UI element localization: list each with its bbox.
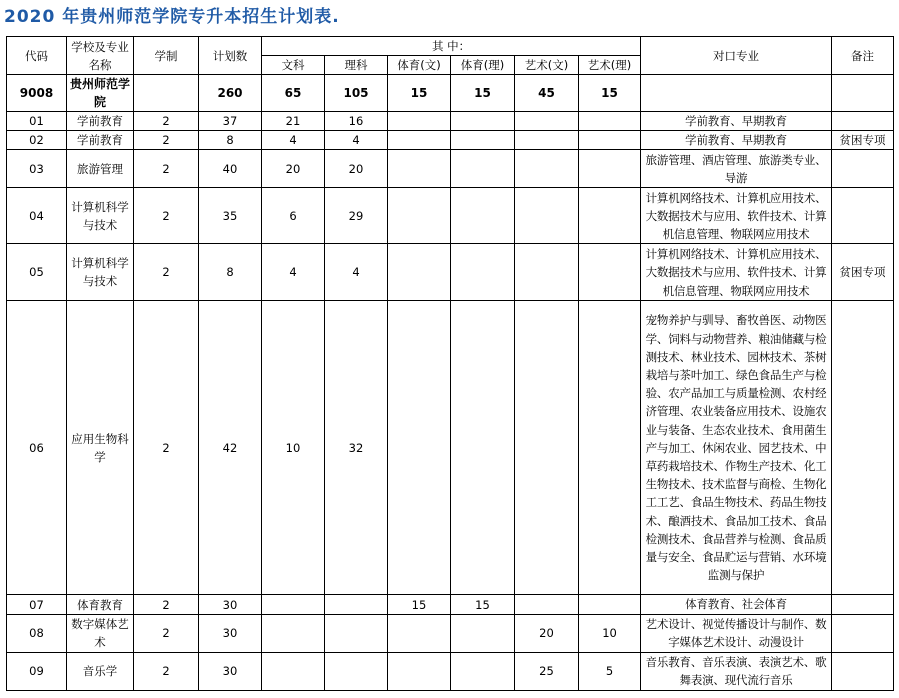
cell-wenke [262, 614, 325, 652]
cell-plan: 35 [199, 188, 262, 244]
cell-note [832, 614, 894, 652]
cell-note [832, 301, 894, 595]
cell-ty-wen [388, 131, 451, 150]
cell-wenke: 4 [262, 131, 325, 150]
header-including: 其 中： [262, 37, 641, 56]
cell-ty-li: 15 [451, 595, 515, 614]
cell-ys-li [579, 301, 641, 595]
cell-years: 2 [134, 244, 199, 301]
cell-wenke: 21 [262, 112, 325, 131]
header-like: 理科 [325, 56, 388, 75]
cell-ys-wen [515, 188, 579, 244]
table-row [7, 301, 894, 595]
cell-ys-li: 5 [579, 652, 641, 690]
cell-ys-wen [515, 112, 579, 131]
cell-note [832, 188, 894, 244]
header-code: 代码 [7, 37, 67, 75]
cell-ty-li [451, 652, 515, 690]
cell-name: 学前教育 [67, 131, 134, 150]
cell-plan: 40 [199, 150, 262, 188]
cell-major: 旅游管理、酒店管理、旅游类专业、导游 [641, 150, 832, 188]
summary-ys-li: 15 [579, 75, 641, 112]
summary-years [134, 75, 199, 112]
cell-major: 学前教育、早期教育 [641, 131, 832, 150]
cell-wenke [262, 595, 325, 614]
cell-major: 艺术设计、视觉传播设计与制作、数字媒体艺术设计、动漫设计 [641, 614, 832, 652]
header-plan: 计划数 [199, 37, 262, 75]
cell-years: 2 [134, 131, 199, 150]
cell-plan: 8 [199, 244, 262, 301]
cell-ty-li [451, 301, 515, 595]
cell-name: 学前教育 [67, 112, 134, 131]
cell-ty-wen [388, 652, 451, 690]
cell-name: 数字媒体艺术 [67, 614, 134, 652]
cell-years: 2 [134, 188, 199, 244]
header-ys-li: 艺术(理) [579, 56, 641, 75]
cell-ys-wen: 25 [515, 652, 579, 690]
cell-ys-wen: 20 [515, 614, 579, 652]
cell-like: 32 [325, 301, 388, 595]
cell-name: 音乐学 [67, 652, 134, 690]
header-school: 学校及专业名称 [67, 37, 134, 75]
cell-code: 02 [7, 131, 67, 150]
summary-ys-wen: 45 [515, 75, 579, 112]
cell-ty-li [451, 112, 515, 131]
cell-years: 2 [134, 150, 199, 188]
cell-ys-wen [515, 131, 579, 150]
cell-major: 宠物养护与驯导、畜牧兽医、动物医学、饲料与动物营养、粮油储藏与检测技术、林业技术、园林技术、茶树栽培与茶叶加工、绿色食品生产与检验、农产品加工与质量检测、农村经济管理、农业装备应用技术、设施农业与装备、生态农业技术、食用菌生产与加工、休闲农业、园艺技术、中草药栽培技术、作物生产技术、化工生物技术、技术监督与商检、生物化工工艺、食品生物技术、药品生物技术、酿酒技术、食品加工技术、食品检测技术、食品营养与检测、食品质量与安全、食品贮运与营销、水环境监测与保护 [641, 301, 832, 595]
summary-wenke: 65 [262, 75, 325, 112]
cell-plan: 37 [199, 112, 262, 131]
summary-plan: 260 [199, 75, 262, 112]
cell-name: 体育教育 [67, 595, 134, 614]
table-row [7, 244, 894, 301]
cell-code: 04 [7, 188, 67, 244]
cell-name: 计算机科学与技术 [67, 244, 134, 301]
cell-ys-li: 10 [579, 614, 641, 652]
cell-note: 贫困专项 [832, 244, 894, 301]
cell-ty-wen [388, 244, 451, 301]
table-row [7, 595, 894, 614]
plan-table-wrapper [6, 36, 893, 691]
cell-like: 20 [325, 150, 388, 188]
header-ty-wen: 体育(文) [388, 56, 451, 75]
cell-wenke: 6 [262, 188, 325, 244]
cell-plan: 8 [199, 131, 262, 150]
cell-name: 计算机科学与技术 [67, 188, 134, 244]
cell-ys-li [579, 131, 641, 150]
cell-ys-li [579, 112, 641, 131]
cell-note [832, 652, 894, 690]
cell-wenke [262, 652, 325, 690]
cell-years: 2 [134, 614, 199, 652]
cell-like: 4 [325, 131, 388, 150]
cell-ys-wen [515, 301, 579, 595]
cell-years: 2 [134, 652, 199, 690]
cell-like: 16 [325, 112, 388, 131]
header-years: 学制 [134, 37, 199, 75]
cell-ys-li [579, 188, 641, 244]
cell-ty-wen [388, 112, 451, 131]
cell-plan: 30 [199, 652, 262, 690]
cell-major: 计算机网络技术、计算机应用技术、大数据技术与应用、软件技术、计算机信息管理、物联网应用技术 [641, 244, 832, 301]
table-row [7, 131, 894, 150]
cell-note: 贫困专项 [832, 131, 894, 150]
cell-ys-wen [515, 244, 579, 301]
cell-code: 01 [7, 112, 67, 131]
cell-note [832, 112, 894, 131]
cell-name: 旅游管理 [67, 150, 134, 188]
cell-code: 03 [7, 150, 67, 188]
cell-code: 05 [7, 244, 67, 301]
cell-major: 体育教育、社会体育 [641, 595, 832, 614]
summary-code: 9008 [7, 75, 67, 112]
cell-ys-wen [515, 595, 579, 614]
cell-like [325, 595, 388, 614]
cell-plan: 30 [199, 614, 262, 652]
cell-plan: 42 [199, 301, 262, 595]
cell-ys-wen [515, 150, 579, 188]
cell-like: 4 [325, 244, 388, 301]
summary-major [641, 75, 832, 112]
cell-wenke: 10 [262, 301, 325, 595]
summary-ty-li: 15 [451, 75, 515, 112]
cell-like [325, 614, 388, 652]
summary-row [7, 75, 894, 112]
table-row [7, 188, 894, 244]
summary-like: 105 [325, 75, 388, 112]
summary-ty-wen: 15 [388, 75, 451, 112]
cell-years: 2 [134, 112, 199, 131]
cell-note [832, 150, 894, 188]
cell-ty-wen [388, 188, 451, 244]
header-note: 备注 [832, 37, 894, 75]
header-ys-wen: 艺术(文) [515, 56, 579, 75]
cell-ys-li [579, 150, 641, 188]
cell-ty-wen [388, 301, 451, 595]
cell-name: 应用生物科学 [67, 301, 134, 595]
cell-wenke: 4 [262, 244, 325, 301]
summary-school: 贵州师范学院 [67, 75, 134, 112]
table-row [7, 652, 894, 690]
cell-code: 08 [7, 614, 67, 652]
admission-plan-table [6, 36, 894, 691]
table-row [7, 614, 894, 652]
cell-major: 计算机网络技术、计算机应用技术、大数据技术与应用、软件技术、计算机信息管理、物联网应用技术 [641, 188, 832, 244]
cell-years: 2 [134, 595, 199, 614]
header-major: 对口专业 [641, 37, 832, 75]
cell-ys-li [579, 595, 641, 614]
table-row [7, 150, 894, 188]
cell-like [325, 652, 388, 690]
summary-note [832, 75, 894, 112]
table-row [7, 112, 894, 131]
cell-note [832, 595, 894, 614]
cell-code: 07 [7, 595, 67, 614]
cell-ty-li [451, 244, 515, 301]
cell-ty-li [451, 614, 515, 652]
header-ty-li: 体育(理) [451, 56, 515, 75]
cell-code: 06 [7, 301, 67, 595]
cell-ty-wen: 15 [388, 595, 451, 614]
cell-plan: 30 [199, 595, 262, 614]
cell-code: 09 [7, 652, 67, 690]
cell-ty-li [451, 188, 515, 244]
cell-like: 29 [325, 188, 388, 244]
cell-ty-li [451, 131, 515, 150]
cell-ty-wen [388, 614, 451, 652]
page-title: 2020 年贵州师范学院专升本招生计划表. [4, 7, 340, 27]
header-wenke: 文科 [262, 56, 325, 75]
cell-major: 学前教育、早期教育 [641, 112, 832, 131]
cell-years: 2 [134, 301, 199, 595]
cell-ty-wen [388, 150, 451, 188]
cell-major: 音乐教育、音乐表演、表演艺术、歌舞表演、现代流行音乐 [641, 652, 832, 690]
cell-wenke: 20 [262, 150, 325, 188]
cell-ys-li [579, 244, 641, 301]
cell-ty-li [451, 150, 515, 188]
